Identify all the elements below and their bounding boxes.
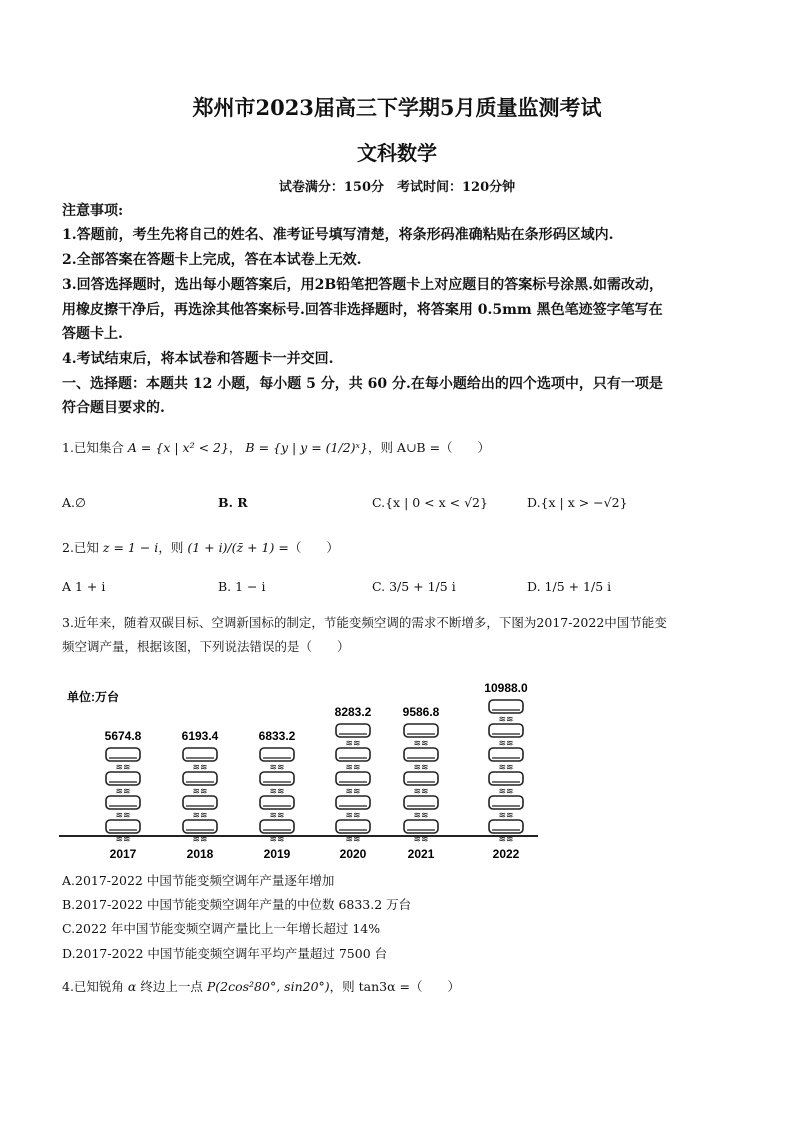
airflow-icon: ≋≋: [345, 738, 361, 748]
airflow-icon: ≋≋: [498, 810, 514, 820]
q4-mid: 终边上一点: [140, 979, 203, 994]
ac-unit-icon: [260, 748, 294, 761]
notice-item: 2.全部答案在答题卡上完成，答在本试卷上无效.: [62, 252, 362, 268]
airflow-icon: ≋≋: [269, 810, 285, 820]
airflow-icon: ≋≋: [498, 786, 514, 796]
ac-unit-icon: [183, 820, 217, 833]
q4-point: P(2cos²80°, sin20°): [206, 979, 330, 994]
bar-column-2019: [259, 729, 296, 861]
q2-option-c[interactable]: C. 3/5 + 1/5 i: [372, 579, 456, 594]
data-label: 5674.8: [104, 729, 142, 743]
ac-unit-icon: [489, 748, 523, 761]
ac-unit-icon: [404, 772, 438, 785]
airflow-icon: ≋≋: [115, 810, 131, 820]
airflow-icon: ≋≋: [269, 762, 285, 772]
q3-option-d[interactable]: D.2017-2022 中国节能变频空调年平均产量超过 7500 台: [62, 946, 388, 961]
airflow-icon: ≋≋: [345, 810, 361, 820]
airflow-icon: ≋≋: [192, 810, 208, 820]
ac-unit-icon: [336, 724, 370, 737]
airflow-icon: ≋≋: [192, 786, 208, 796]
data-label: 6833.2: [258, 729, 296, 743]
airflow-icon: ≋≋: [269, 834, 285, 844]
airflow-icon: ≋≋: [413, 762, 429, 772]
bar-column-2018: [182, 729, 219, 861]
ac-unit-icon: [106, 820, 140, 833]
data-label: 6193.4: [181, 729, 219, 743]
q2-option-a[interactable]: A 1 + i: [62, 579, 106, 594]
airflow-icon: ≋≋: [345, 834, 361, 844]
ac-unit-icon: [260, 772, 294, 785]
airflow-icon: ≋≋: [115, 786, 131, 796]
notice-item: 4.考试结束后，将本试卷和答题卡一并交回.: [62, 351, 334, 367]
q1-set-b: B = {y | y = (1/2)ˣ}: [245, 440, 368, 455]
question-3-line2: 频空调产量，根据该图，下列说法错误的是（ ）: [62, 639, 350, 654]
exam-meta: 试卷满分：150分 考试时间：120分钟: [278, 180, 516, 195]
question-3-line1: 3.近年来，随着双碳目标、空调新国标的制定，节能变频空调的需求不断增多，下图为2017-2022中国节能变: [62, 615, 667, 630]
airflow-icon: ≋≋: [115, 834, 131, 844]
airflow-icon: ≋≋: [498, 762, 514, 772]
ac-unit-icon: [260, 820, 294, 833]
airflow-icon: ≋≋: [345, 762, 361, 772]
q1-prefix: 1.已知集合: [62, 440, 124, 455]
chart-unit-label: 单位:万台: [67, 690, 119, 704]
section-heading-cont: 符合题目要求的.: [62, 400, 165, 416]
q2-given: z = 1 − i: [102, 540, 159, 555]
airflow-icon: ≋≋: [345, 786, 361, 796]
ac-unit-icon: [489, 820, 523, 833]
notice-item: 答题卡上.: [62, 326, 123, 342]
ac-unit-icon: [183, 772, 217, 785]
airflow-icon: ≋≋: [192, 834, 208, 844]
ac-unit-icon: [336, 748, 370, 761]
bar-column-2017: [105, 729, 142, 861]
x-tick-label: 2017: [109, 847, 137, 861]
bar-column-2021: [403, 705, 440, 861]
bar-column-2020: [335, 705, 372, 861]
airflow-icon: ≋≋: [413, 810, 429, 820]
q3-option-b[interactable]: B.2017-2022 中国节能变频空调年产量的中位数 6833.2 万台: [62, 897, 412, 912]
q1-option-b[interactable]: B. R: [218, 495, 248, 510]
notice-item: 1.答题前，考生先将自己的姓名、准考证号填写清楚，将条形码准确粘贴在条形码区域内.: [62, 227, 614, 243]
airflow-icon: ≋≋: [498, 738, 514, 748]
q2-option-b[interactable]: B. 1 − i: [218, 579, 266, 594]
q1-suffix: ，则 A∪B =（ ）: [367, 440, 491, 455]
chart-bars: [105, 681, 528, 861]
q1-option-a[interactable]: A.∅: [62, 495, 86, 510]
ac-unit-icon: [183, 748, 217, 761]
q3-option-a[interactable]: A.2017-2022 中国节能变频空调年产量逐年增加: [62, 873, 335, 888]
q4-suffix: ，则 tan3α =（ ）: [329, 979, 460, 994]
airflow-icon: ≋≋: [498, 714, 514, 724]
q1-option-d[interactable]: D.{x | x > −√2}: [527, 495, 628, 510]
ac-unit-icon: [260, 796, 294, 809]
q3-option-c[interactable]: C.2022 年中国节能变频空调产量比上一年增长超过 14%: [62, 921, 381, 936]
x-tick-label: 2018: [186, 847, 214, 861]
ac-unit-icon: [489, 724, 523, 737]
q4-alpha: α: [127, 979, 137, 994]
question-4: [62, 977, 742, 995]
ac-unit-icon: [183, 796, 217, 809]
airflow-icon: ≋≋: [413, 786, 429, 796]
ac-unit-icon: [489, 772, 523, 785]
exam-subject: 文科数学: [357, 141, 437, 165]
airflow-icon: ≋≋: [413, 834, 429, 844]
x-tick-label: 2021: [407, 847, 435, 861]
question-2: [62, 538, 742, 556]
ac-unit-icon: [336, 796, 370, 809]
ac-unit-icon: [106, 796, 140, 809]
q2-mid: ，则: [158, 540, 184, 555]
q2-suffix: =（ ）: [278, 540, 339, 555]
ac-unit-icon: [106, 748, 140, 761]
ac-unit-icon: [404, 748, 438, 761]
ac-unit-icon: [404, 724, 438, 737]
airflow-icon: ≋≋: [498, 834, 514, 844]
notice-heading: 注意事项:: [62, 203, 124, 219]
ac-unit-icon: [489, 796, 523, 809]
notice-item: 用橡皮擦干净后，再选涂其他答案标号.回答非选择题时，将答案用 0.5mm 黑色笔迹签字笔写在: [62, 302, 663, 318]
x-tick-label: 2020: [339, 847, 367, 861]
airflow-icon: ≋≋: [115, 762, 131, 772]
ac-unit-icon: [106, 772, 140, 785]
exam-title: 郑州市2023届高三下学期5月质量监测考试: [192, 95, 602, 120]
x-tick-label: 2019: [263, 847, 291, 861]
ac-unit-icon: [404, 820, 438, 833]
q1-option-c[interactable]: C.{x | 0 < x < √2}: [372, 495, 488, 510]
ac-unit-icon: [336, 772, 370, 785]
bar-column-2022: [484, 681, 528, 861]
production-chart: [55, 665, 550, 865]
q2-option-d[interactable]: D. 1/5 + 1/5 i: [527, 579, 612, 594]
q4-prefix: 4.已知锐角: [62, 979, 124, 994]
data-label: 10988.0: [484, 681, 528, 695]
q2-prefix: 2.已知: [62, 540, 99, 555]
section-heading: 一、选择题：本题共 12 小题，每小题 5 分，共 60 分.在每小题给出的四个选项中，只有一项是: [62, 376, 663, 392]
x-tick-label: 2022: [492, 847, 520, 861]
airflow-icon: ≋≋: [269, 786, 285, 796]
question-1: 1.已知集合 A = {x | x² < 2}， B = {y | y = (1/2)ˣ}，则 A∪B =（ ）: [62, 440, 491, 455]
data-label: 8283.2: [334, 705, 372, 719]
ac-unit-icon: [336, 820, 370, 833]
data-label: 9586.8: [402, 705, 440, 719]
airflow-icon: ≋≋: [192, 762, 208, 772]
q2-expression: (1 + i)/(z̄ + 1): [187, 540, 275, 555]
ac-unit-icon: [489, 700, 523, 713]
ac-unit-icon: [404, 796, 438, 809]
notice-item: 3.回答选择题时，选出每小题答案后，用2B铅笔把答题卡上对应题目的答案标号涂黑.如需改动，: [62, 277, 664, 293]
q1-set-a: A = {x | x² < 2}: [127, 440, 229, 455]
airflow-icon: ≋≋: [413, 738, 429, 748]
